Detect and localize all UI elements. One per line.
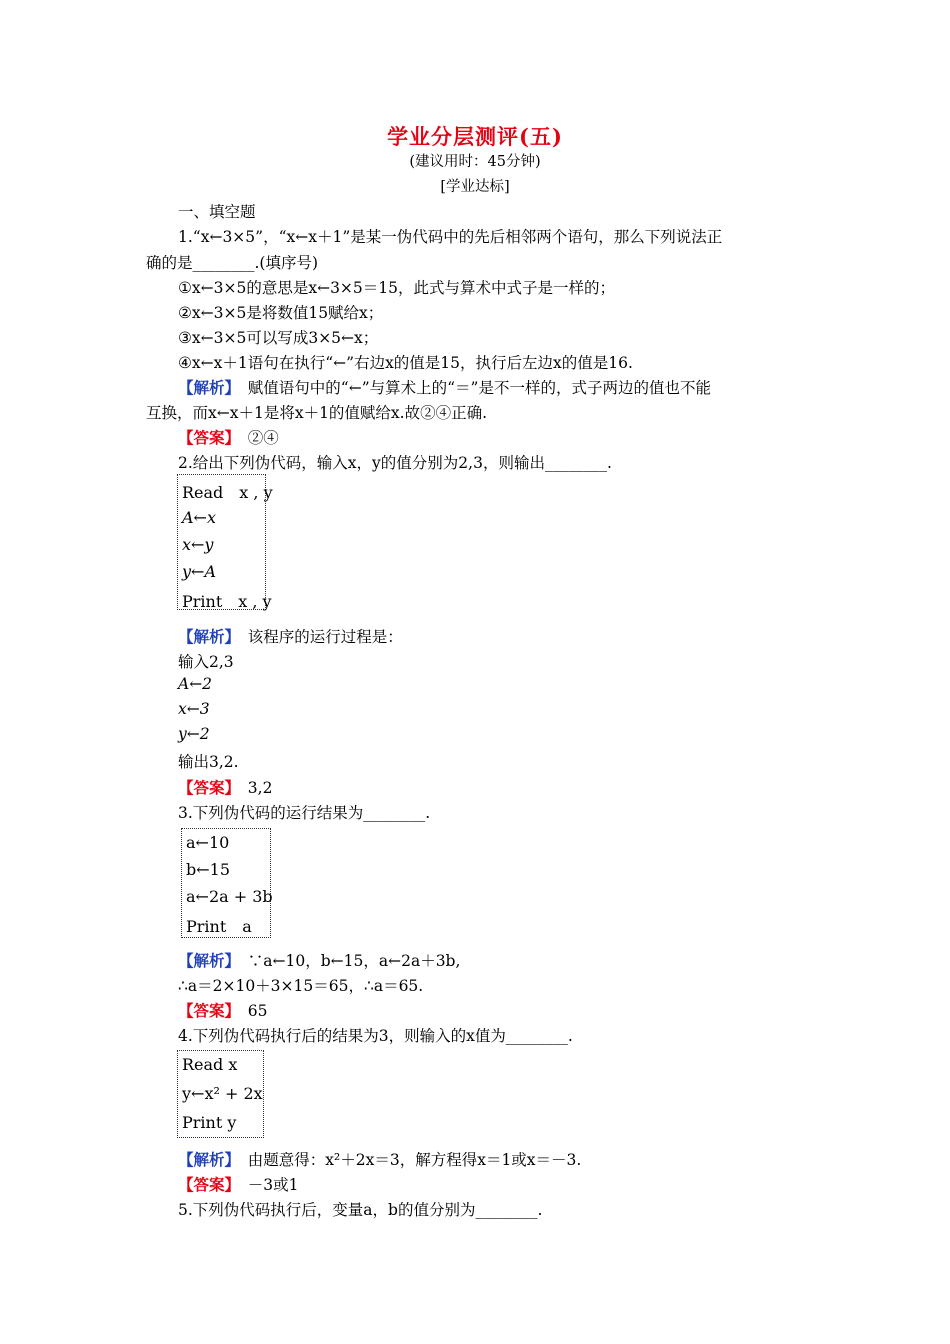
analysis-text: 由题意得：x²＋2x＝3，解方程得x＝1或x＝－3.: [247, 1151, 582, 1169]
answer-text: 3,2: [247, 779, 273, 797]
q1-stem-line2: 确的是________.(填序号): [146, 254, 319, 272]
analysis-tag: 【解析】: [178, 378, 233, 397]
q2-step: 输入2,3: [178, 653, 234, 671]
q2-stem: 2.给出下列伪代码，输入x，y的值分别为2,3，则输出________.: [178, 454, 612, 472]
time-hint: (建议用时：45分钟): [409, 154, 541, 170]
q3-stem: 3.下列伪代码的运行结果为________.: [178, 804, 431, 822]
q4-code-box: [177, 1050, 264, 1138]
q1-option-1: ①x←3×5的意思是x←3×5＝15，此式与算术中式子是一样的；: [178, 279, 615, 297]
code-line: y←A: [182, 562, 216, 581]
q2-step: 输出3,2.: [178, 753, 239, 771]
q1-analysis-line2: 互换，而x←x＋1是将x＋1的值赋给x.故②④正确.: [146, 404, 488, 422]
level-heading: [学业达标]: [440, 179, 510, 195]
section-heading: 一、填空题: [178, 203, 256, 221]
answer-tag: 【答案】: [178, 1001, 233, 1020]
code-line: Print y: [182, 1113, 237, 1132]
code-line: Read x , y: [182, 483, 273, 502]
analysis-text: 该程序的运行过程是：: [247, 628, 403, 646]
answer-tag: 【答案】: [178, 1175, 233, 1194]
q3-code-box: [181, 828, 271, 938]
q1-option-3: ③x←3×5可以写成3×5←x；: [178, 329, 379, 347]
q3-analysis: [178, 949, 460, 971]
q2-step: A←2: [178, 675, 213, 693]
q5-stem: 5.下列伪代码执行后，变量a，b的值分别为________.: [178, 1201, 543, 1219]
code-line: a←2a + 3b: [186, 887, 273, 906]
page-title: 学业分层测评(五): [387, 124, 563, 149]
q2-code-box: [177, 474, 273, 611]
q3-answer: [178, 999, 268, 1021]
code-line: A←x: [182, 508, 216, 527]
code-line: y←x² + 2x: [182, 1084, 263, 1103]
q1-answer: [178, 426, 279, 448]
answer-tag: 【答案】: [178, 778, 233, 797]
analysis-text: 赋值语句中的“←”与算术上的“＝”是不一样的，式子两边的值也不能: [247, 379, 711, 397]
q4-answer: [178, 1173, 299, 1195]
code-line: Read x: [182, 1055, 238, 1074]
q3-analysis-line2: ∴a＝2×10＋3×15＝65，∴a＝65.: [178, 977, 424, 995]
answer-text: －3或1: [247, 1176, 299, 1194]
q2-answer: [178, 776, 272, 798]
analysis-tag: 【解析】: [178, 951, 233, 970]
analysis-tag: 【解析】: [178, 627, 233, 646]
q2-analysis: [178, 625, 403, 647]
q1-option-2: ②x←3×5是将数值15赋给x；: [178, 304, 384, 322]
q1-stem-line1: 1.“x←3×5”，“x←x＋1”是某一伪代码中的先后相邻两个语句，那么下列说法正: [178, 228, 723, 246]
q2-step: y←2: [178, 725, 210, 743]
code-line: Print x , y: [182, 592, 272, 611]
answer-text: ②④: [247, 429, 279, 447]
q2-step: x←3: [178, 700, 210, 718]
code-line: a←10: [186, 833, 230, 852]
answer-tag: 【答案】: [178, 428, 233, 447]
q1-option-4: ④x←x＋1语句在执行“←”右边x的值是15，执行后左边x的值是16.: [178, 354, 633, 372]
code-line: b←15: [186, 860, 231, 879]
answer-text: 65: [247, 1002, 268, 1020]
q4-analysis: [178, 1148, 581, 1170]
code-line: x←y: [182, 535, 214, 554]
q1-analysis: [178, 376, 711, 398]
q4-stem: 4.下列伪代码执行后的结果为3，则输入的x值为________.: [178, 1027, 573, 1045]
analysis-tag: 【解析】: [178, 1150, 233, 1169]
code-line: Print a: [186, 917, 252, 936]
analysis-text: ∵a←10，b←15，a←2a＋3b,: [247, 952, 461, 970]
